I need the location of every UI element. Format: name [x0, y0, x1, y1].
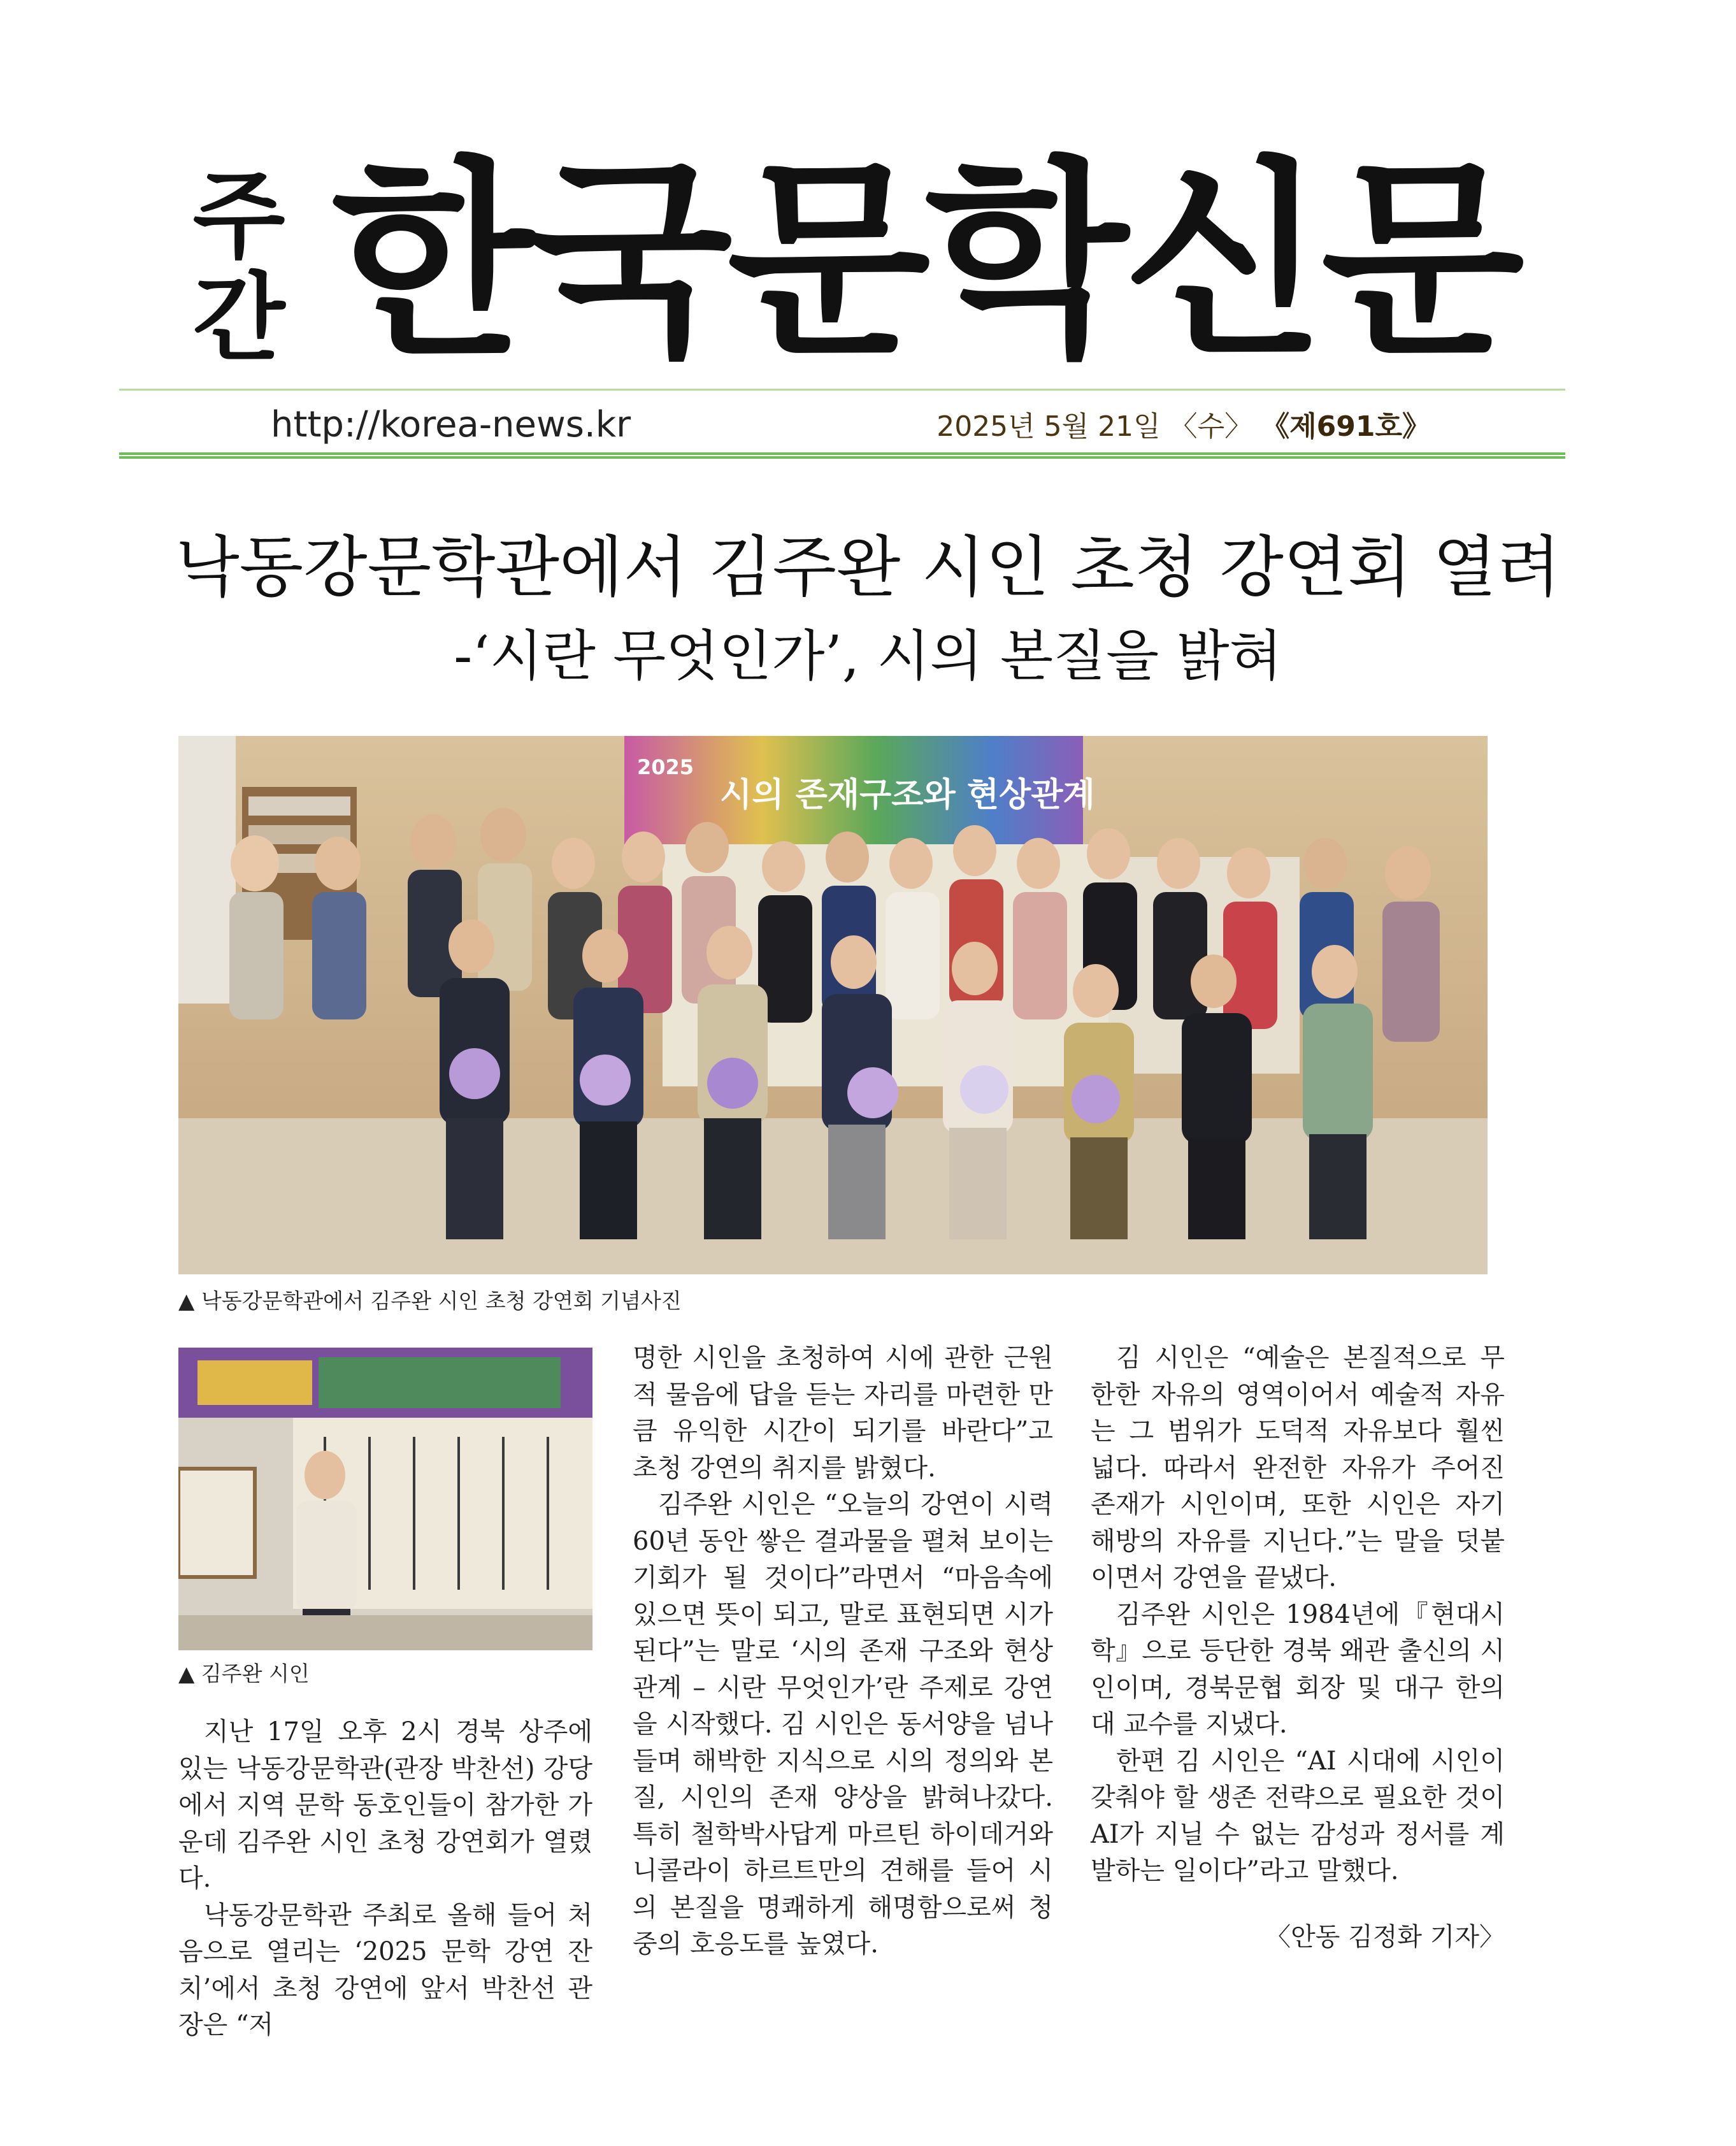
masthead-double-rule	[119, 452, 1565, 459]
article-byline: 〈안동 김정화 기자〉	[1265, 1922, 1505, 1952]
group-photo-illustration	[178, 736, 1488, 1274]
article-headline: 낙동강문학관에서 김주완 시인 초청 강연회 열려	[175, 528, 1561, 606]
article-subheadline: -‘시란 무엇인가’, 시의 본질을 밝혀	[454, 624, 1282, 688]
speaker-photo	[178, 1348, 592, 1650]
issue-date-line	[936, 408, 1430, 446]
group-photo-caption: ▲ 낙동강문학관에서 김주완 시인 초청 강연회 기념사진	[178, 1288, 682, 1313]
article-column-1	[178, 1714, 592, 2044]
article-paragraph: 김주완 시인은 1984년에『현대시학』으로 등단한 경북 왜관 출신의 시인이며, 경북문협 회장 및 대구 한의대 교수를 지냈다.	[1091, 1599, 1505, 1739]
article-paragraph: 김 시인은 “예술은 본질적으로 무한한 자유의 영역이어서 예술적 자유는 그 범위가 도덕적 자유보다 훨씬 넓다. 따라서 완전한 자유가 주어진 존재가 시인이며, 또한 시인은 자기 해방의 자유를 지닌다.”는 말을 덧붙이면서 강연을 끝냈다.	[1091, 1343, 1505, 1592]
masthead	[185, 139, 1519, 384]
article-paragraph: 명한 시인을 초청하여 시에 관한 근원적 물음에 답을 듣는 자리를 마련한 만큼 유익한 시간이 되기를 바란다”고 초청 강연의 취지를 밝혔다.	[633, 1343, 1053, 1483]
speaker-photo-caption: ▲ 김주완 시인	[178, 1661, 310, 1686]
newspaper-title: 한국문학신문	[331, 139, 1519, 384]
article-column-2	[633, 1340, 1053, 1963]
issue-number: 《제691호》	[1261, 410, 1430, 443]
article-column-3	[1091, 1340, 1505, 1890]
banner-title: 시의 존재구조와 현상관계	[720, 776, 1095, 814]
group-photo	[178, 736, 1488, 1274]
banner-year: 2025	[637, 755, 694, 779]
masthead-weekly-label	[185, 161, 293, 374]
speaker-photo-illustration	[178, 1348, 592, 1650]
issue-date: 2025년 5월 21일 〈수〉	[936, 410, 1253, 443]
masthead-divider	[119, 389, 1565, 391]
article-paragraph: 지난 17일 오후 2시 경북 상주에 있는 낙동강문학관(관장 박찬선) 강당에서 지역 문학 동호인들이 참가한 가운데 김주완 시인 초청 강연회가 열렸다.	[178, 1717, 592, 1893]
article-paragraph: 한편 김 시인은 “AI 시대에 시인이 갖춰야 할 생존 전략으로 필요한 것이 AI가 지닐 수 없는 감성과 정서를 계발하는 일이다”라고 말했다.	[1091, 1746, 1505, 1885]
article-paragraph: 낙동강문학관 주최로 올해 들어 처음으로 열리는 ‘2025 문학 강연 잔치’에서 초청 강연에 앞서 박찬선 관장은 “저	[178, 1900, 592, 2040]
masthead-weekly-top: 주	[192, 161, 285, 272]
article-paragraph: 김주완 시인은 “오늘의 강연이 시력 60년 동안 쌓은 결과물을 펼쳐 보이는 기회가 될 것이다”라면서 “마음속에 있으면 뜻이 되고, 말로 표현되면 시가 된다”는 말로 ‘시의 존재 구조와 현상 관계 – 시란 무엇인가’란 주제로 강연을 시작했다. 김 시인은 동서양을 넘나들며 해박한 지식으로 시의 정의와 본질, 시인의 존재 양상을 밝혀나갔다. 특히 철학박사답게 마르틴 하이데거와 니콜라이 하르트만의 견해를 들어 시의 본질을 명쾌하게 해명함으로써 청중의 호응도를 높였다.	[633, 1490, 1053, 1959]
site-url[interactable]: http://korea-news.kr	[271, 404, 631, 445]
masthead-weekly-bottom: 간	[192, 263, 285, 374]
